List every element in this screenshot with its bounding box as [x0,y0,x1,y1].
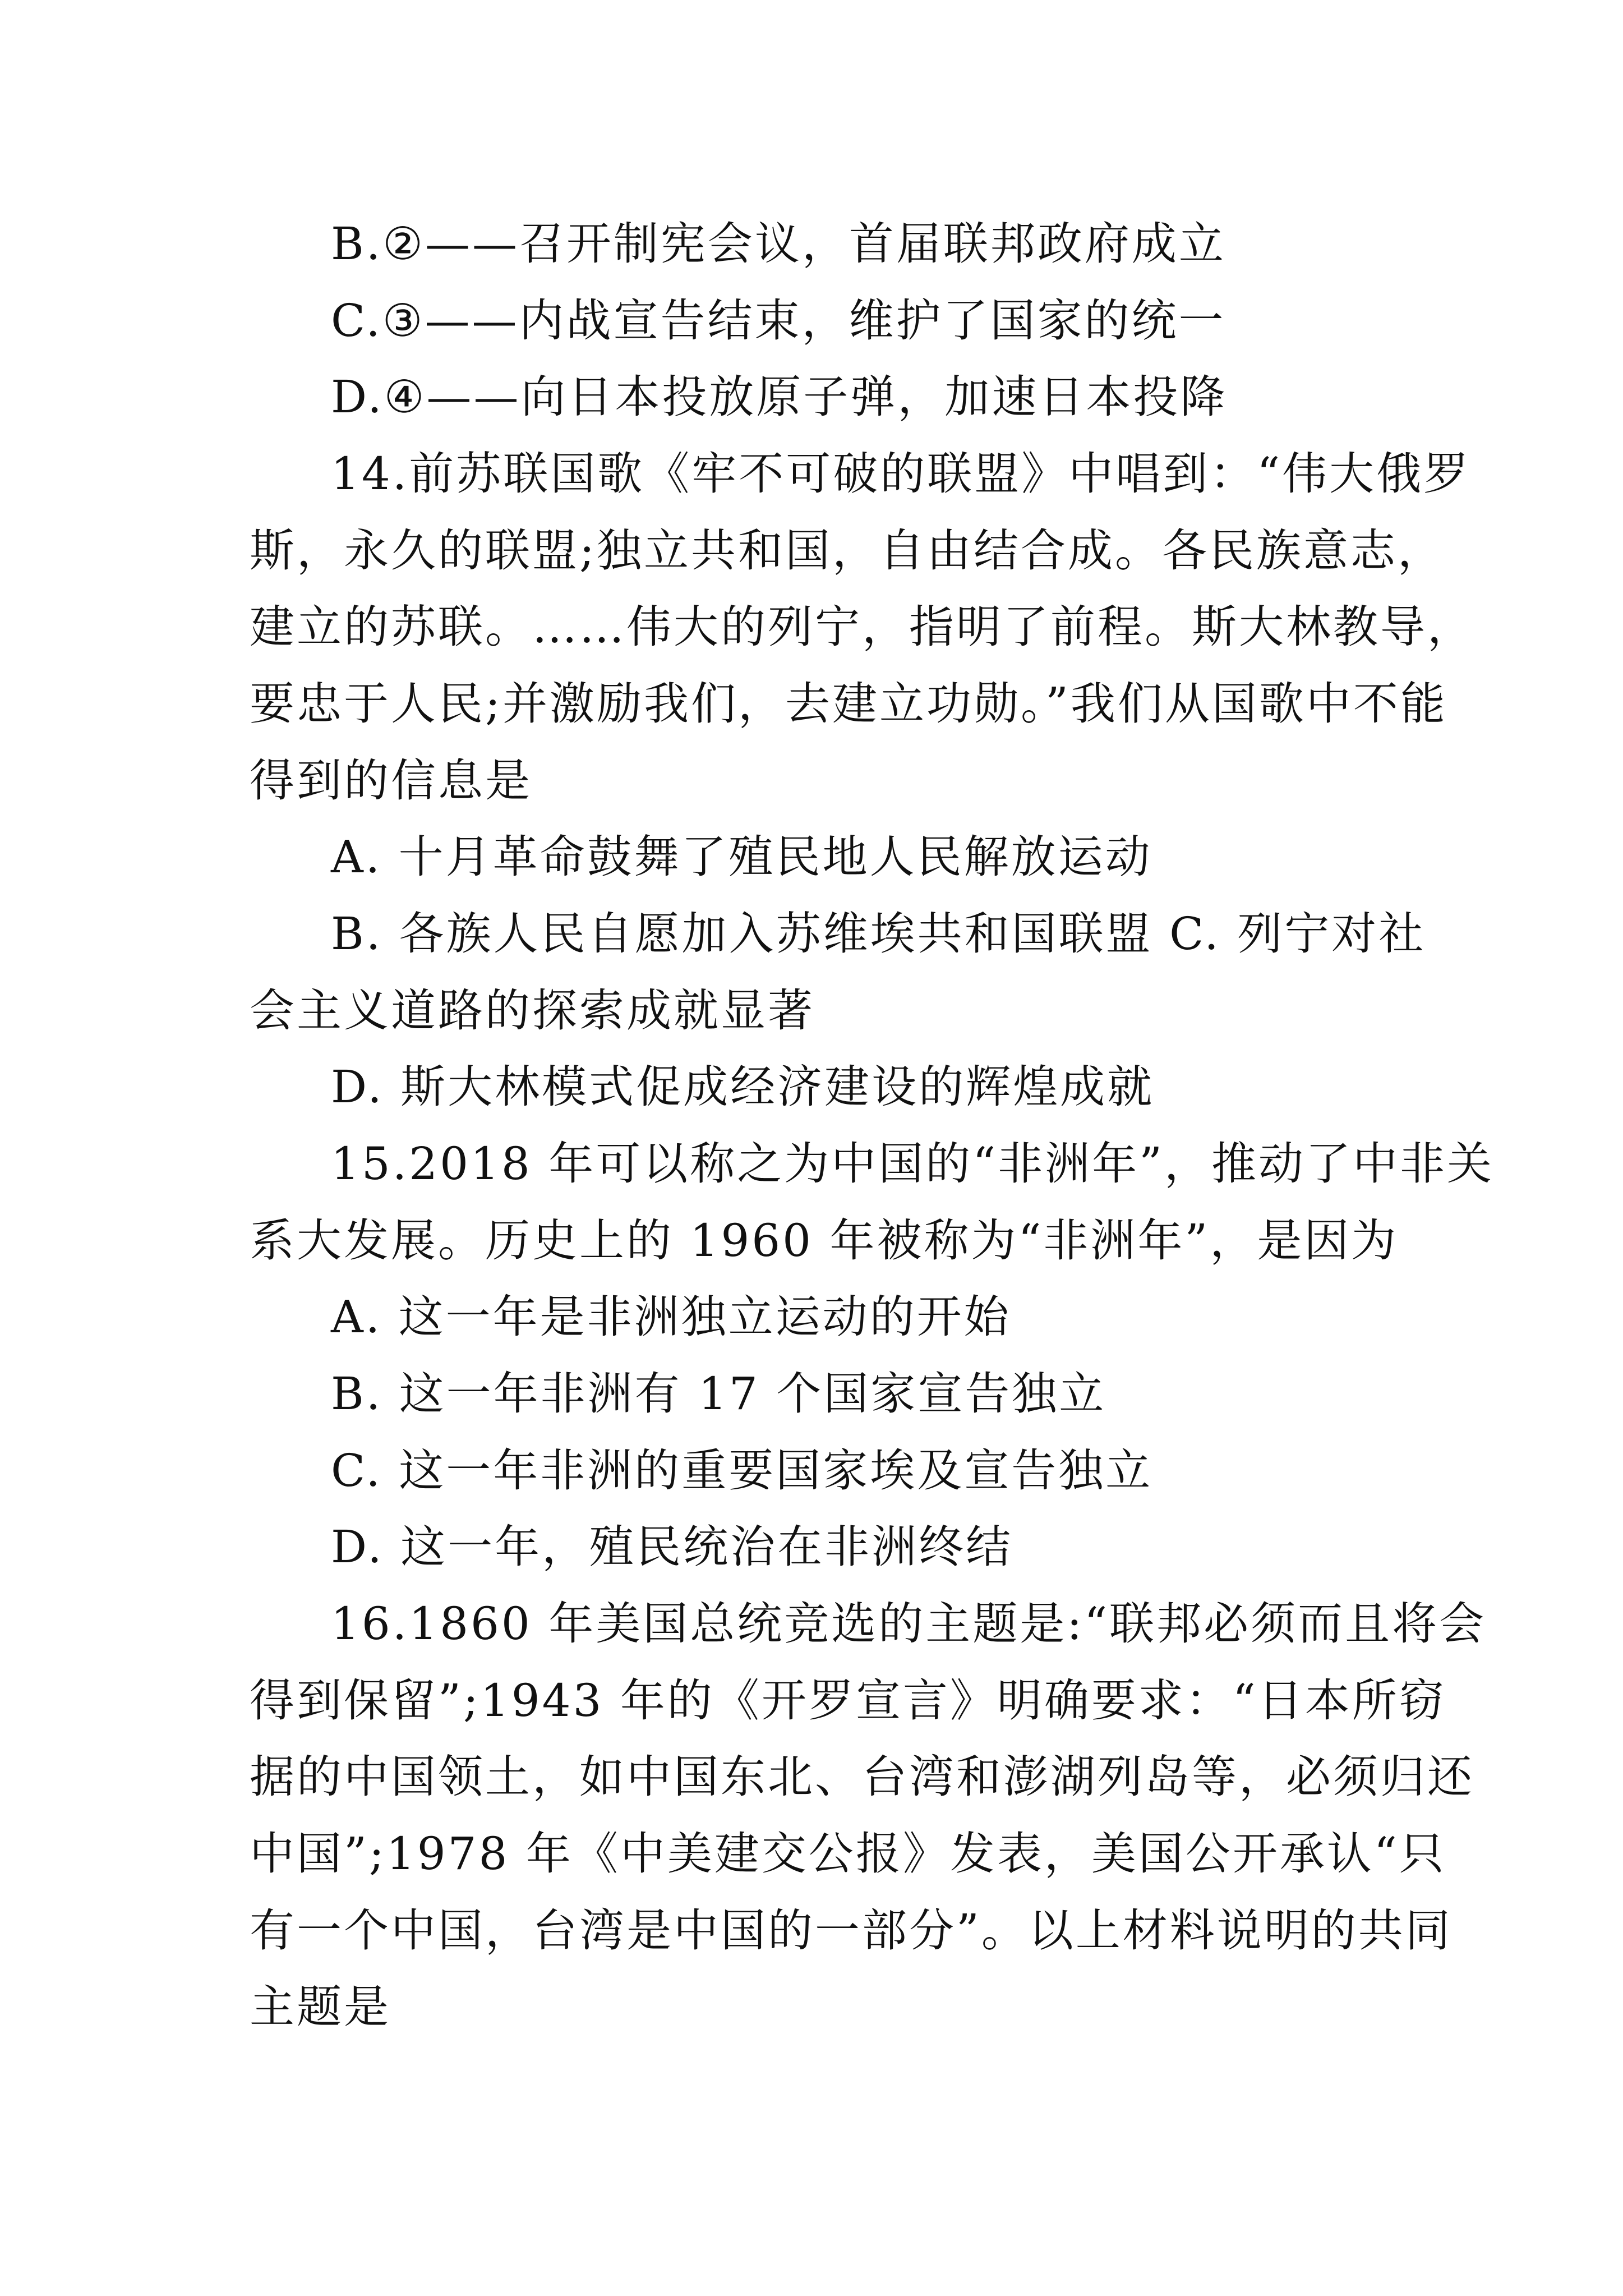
q16-stem-line-2: 得到保留”;1943 年的《开罗宣言》明确要求：“日本所窃 [250,1674,1446,1727]
q14-option-c-cont: 会主义道路的探索成就显著 [250,984,815,1037]
q16-stem-line-5: 有一个中国，台湾是中国的一部分”。以上材料说明的共同 [250,1904,1453,1957]
q14-stem-line-1: 14.前苏联国歌《牢不可破的联盟》中唱到：“伟大俄罗 [331,448,1471,500]
q16-stem-line-1: 16.1860 年美国总统竞选的主题是:“联邦必须而且将会 [331,1598,1487,1650]
q15-stem-line-1: 15.2018 年可以称之为中国的“非洲年”，推动了中非关 [331,1138,1495,1190]
q16-stem-line-3: 据的中国领土，如中国东北、台湾和澎湖列岛等，必须归还 [250,1751,1474,1803]
q13-option-d: D.④——向日本投放原子弹，加速日本投降 [331,371,1228,423]
q14-option-b-c: B. 各族人民自愿加入苏维埃共和国联盟 C. 列宁对社 [331,908,1426,960]
q16-stem-line-6: 主题是 [250,1981,391,2033]
q16-stem-line-4: 中国”;1978 年《中美建交公报》发表，美国公开承认“只 [250,1828,1446,1880]
q14-option-d: D. 斯大林模式促成经济建设的辉煌成就 [331,1061,1155,1113]
q14-stem-line-5: 得到的信息是 [250,754,532,807]
q13-option-b: B.②——召开制宪会议，首届联邦政府成立 [331,218,1226,270]
q14-stem-line-2: 斯，永久的联盟;独立共和国，自由结合成。各民族意志， [250,524,1445,577]
q15-stem-line-2: 系大发展。历史上的 1960 年被称为“非洲年”，是因为 [250,1214,1399,1267]
q15-option-c: C. 这一年非洲的重要国家埃及宣告独立 [331,1444,1153,1497]
q14-stem-line-3: 建立的苏联。……伟大的列宁，指明了前程。斯大林教导， [250,601,1474,653]
q15-option-a: A. 这一年是非洲独立运动的开始 [331,1291,1011,1343]
q14-stem-line-4: 要忠于人民;并激励我们，去建立功勋。”我们从国歌中不能 [250,678,1447,730]
q15-option-d: D. 这一年，殖民统治在非洲终结 [331,1521,1013,1573]
q15-option-b: B. 这一年非洲有 17 个国家宣告独立 [331,1368,1106,1420]
q14-option-a: A. 十月革命鼓舞了殖民地人民解放运动 [331,831,1152,883]
q13-option-c: C.③——内战宣告结束，维护了国家的统一 [331,295,1226,347]
